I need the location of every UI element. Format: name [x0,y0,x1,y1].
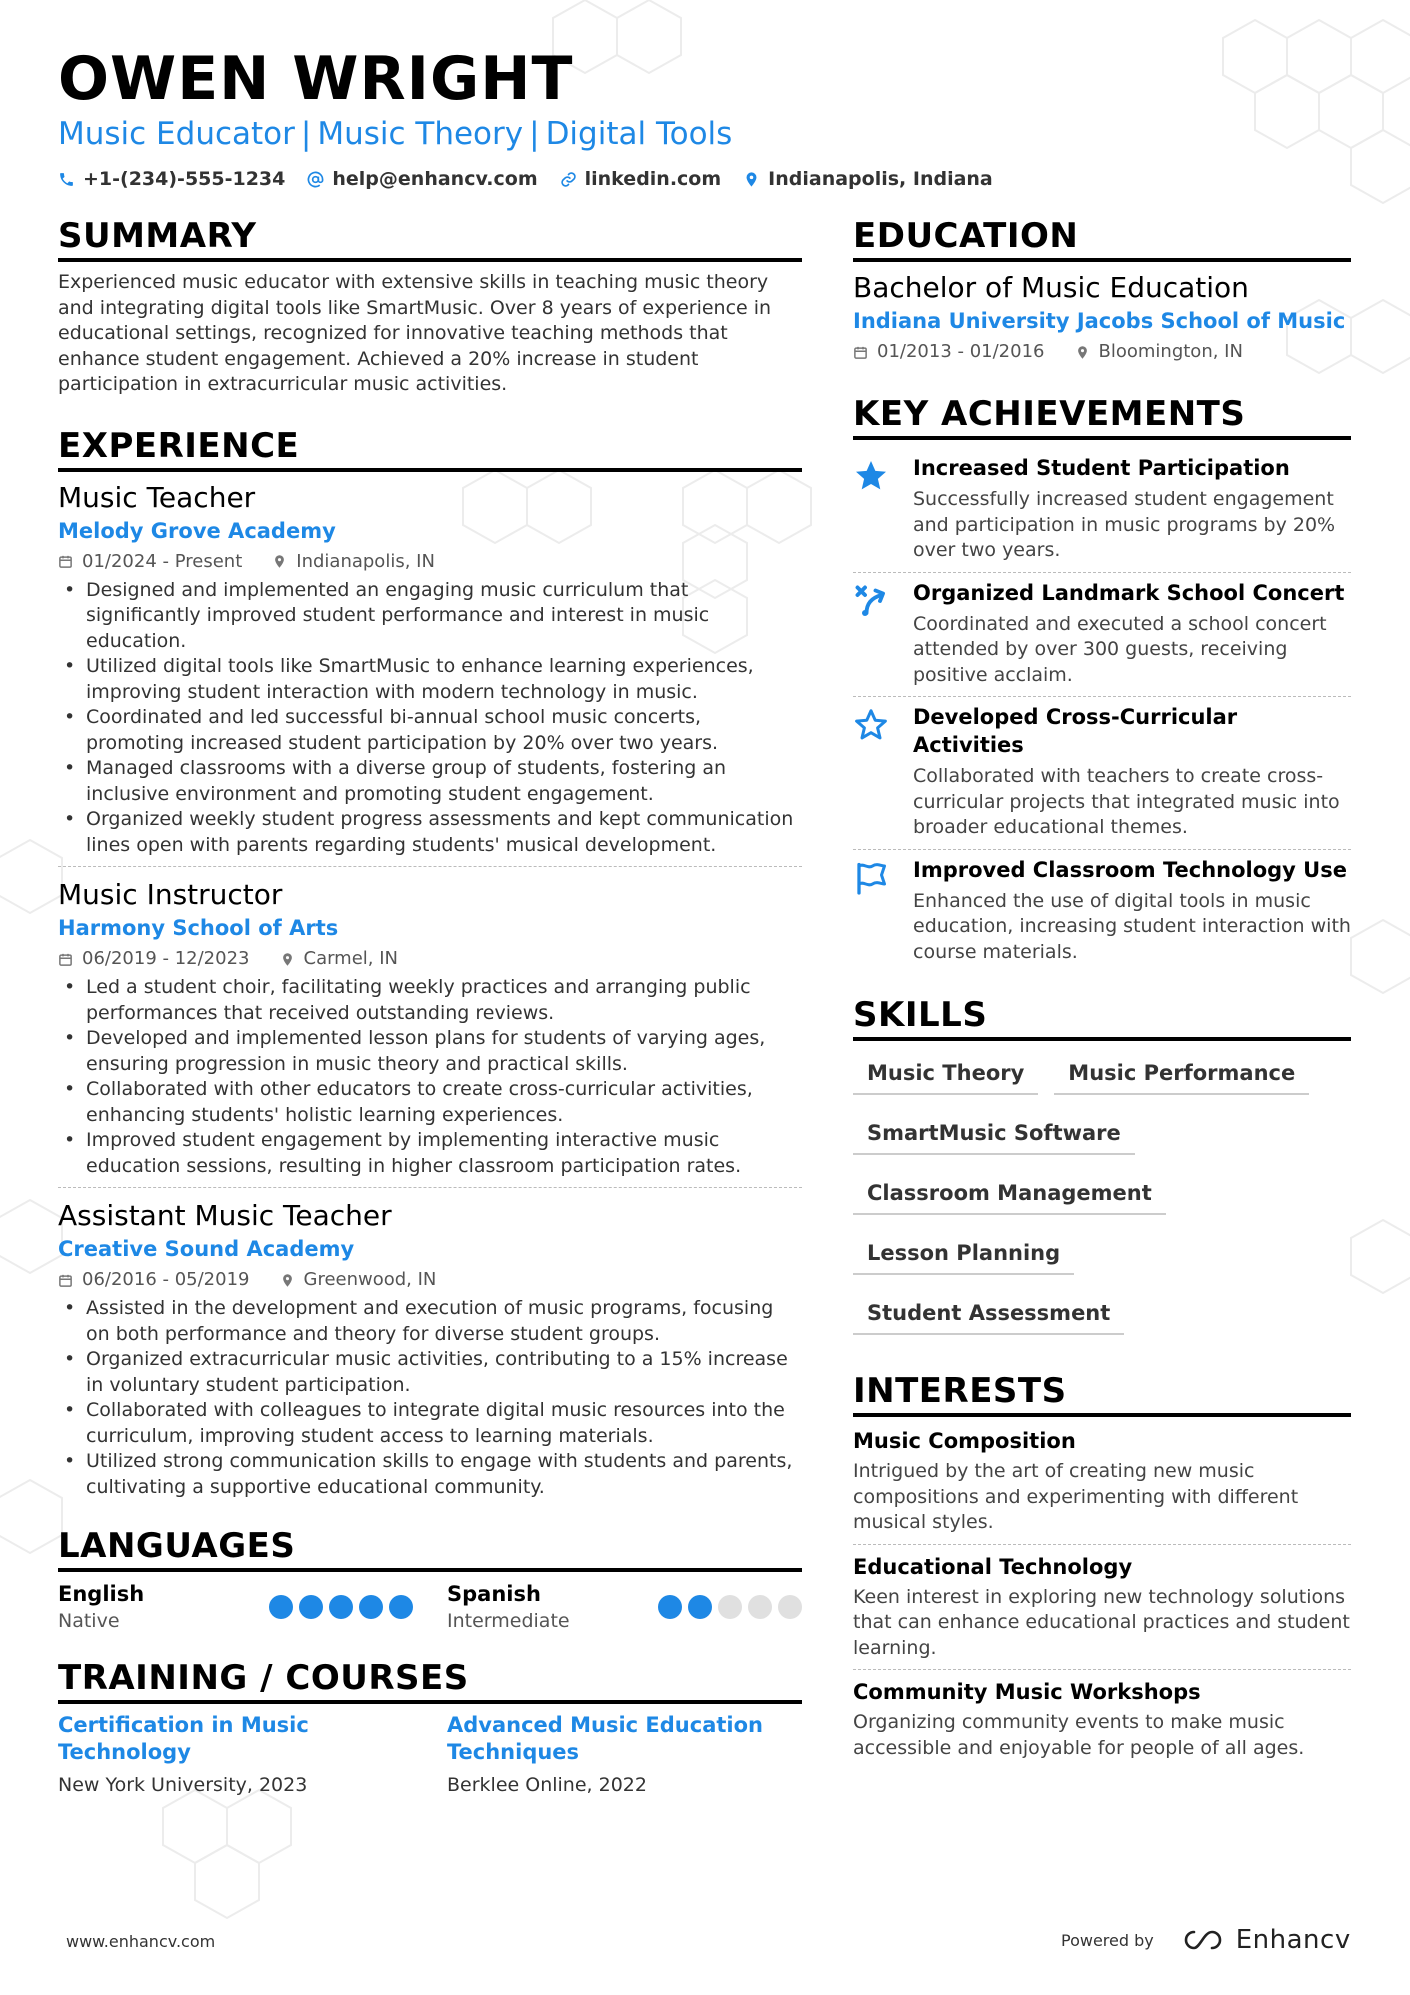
course-title: Advanced Music Education Techniques [447,1713,763,1764]
job-location-text: Carmel, IN [303,948,399,969]
at-sign-icon [307,171,324,188]
map-pin-icon [743,171,760,188]
job-location-text: Greenwood, IN [303,1269,437,1290]
phone-icon [58,171,75,188]
section-title: KEY ACHIEVEMENTS [853,392,1351,440]
course-title: Certification in Music Technology [58,1713,309,1764]
achievement-desc: Successfully increased student engagement and participation in music programs by 20% over two years. [913,488,1336,561]
interest-item [853,1425,1351,1545]
tagline-item: Digital Tools [545,116,733,152]
job-location-text: Indianapolis, IN [296,550,435,572]
education-meta [853,338,1351,366]
achievement-icon-wrap [853,579,913,689]
achievement-icon-wrap [853,703,913,841]
job-bullet: • Collaborated with colleagues to integrate digital music resources into the curriculum, improving student access to learning materials. [58,1398,802,1449]
job-location [280,1266,437,1294]
job-entry [58,480,802,865]
job-bullet: • Designed and implemented an engaging music curriculum that significantly improved student performance and interest in music education. [58,578,802,655]
interests-section [853,1369,1351,1769]
languages-section [58,1524,802,1634]
skill-tag: Music Performance [1054,1049,1309,1095]
skills-section [853,993,1351,1349]
education-degree: Bachelor of Music Education [853,271,1249,304]
language-item [58,1580,413,1634]
summary-text: Experienced music educator with extensive skills in teaching music theory and integrating digital tools like SmartMusic. Over 8 years of experience in educational settings, recognized for innovative teaching methods that enhance student engagement. Achieved a 20% increase in student participation in extracurricular music activities. [58,271,772,395]
job-entry [58,877,802,1185]
skill-list [853,1049,1351,1349]
rating-dot-filled [299,1595,323,1619]
tagline-item: Music Theory [317,116,524,152]
skill-tag: Classroom Management [853,1169,1166,1215]
section-title: LANGUAGES [58,1524,802,1572]
job-bullet: • Developed and implemented lesson plans for students of varying ages, ensuring progression in music theory and practical skills. [58,1026,802,1077]
job-dates-text: 06/2016 - 05/2019 [82,1269,250,1290]
tagline [58,114,732,154]
job-dates-text: 01/2024 - Present [82,550,243,572]
experience-section [58,424,802,1507]
course-item [58,1712,413,1798]
language-name: English [58,1582,145,1606]
contact-location [743,168,993,190]
achievement-desc: Enhanced the use of digital tools in music education, increasing student interaction with course materials. [913,889,1351,963]
job-location [280,945,399,973]
achievement-icon-wrap [853,856,913,966]
right-column [853,214,1351,1775]
language-rating [263,1595,413,1619]
rating-dot-empty [718,1595,742,1619]
achievements-section [853,392,1351,973]
education-school: Indiana University Jacobs School of Music [853,309,1346,333]
contact-bar [58,168,1015,190]
language-rating [652,1595,802,1619]
divider [58,866,802,867]
interest-desc: Organizing community events to make music accessible and enjoyable for people of all ages. [853,1711,1305,1759]
job-dates [58,548,242,576]
job-bullet: • Utilized digital tools like SmartMusic to enhance learning experiences, improving student interaction with modern technology in music. [58,654,802,705]
achievement-item [853,850,1351,974]
job-title: Assistant Music Teacher [58,1199,392,1232]
skill-tag: Lesson Planning [853,1229,1074,1275]
phone-text: +1-(234)-555-1234 [83,168,286,190]
section-title: INTERESTS [853,1369,1351,1417]
job-bullets [58,975,802,1179]
contact-phone[interactable] [58,168,285,190]
candidate-name: OWEN WRIGHT [58,44,574,114]
map-pin-icon [280,952,295,967]
course-list [58,1712,802,1798]
job-bullet: • Organized extracurricular music activities, contributing to a 15% increase in voluntary student participation. [58,1347,802,1398]
job-dates [58,1266,250,1294]
contact-linkedin[interactable] [560,168,722,190]
footer-url[interactable]: www.enhancv.com [66,1932,216,1951]
job-bullet: • Managed classrooms with a diverse group of students, fostering an inclusive environment and promoting student engagement. [58,756,802,807]
rating-dot-filled [329,1595,353,1619]
job-meta [58,1266,802,1294]
skill-tag: Music Theory [853,1049,1038,1095]
rating-dot-filled [688,1595,712,1619]
education-location-text: Bloomington, IN [1098,341,1243,362]
section-title: SKILLS [853,993,1351,1041]
interest-title: Music Composition [853,1429,1076,1453]
rating-dot-filled [389,1595,413,1619]
job-bullet: • Utilized strong communication skills to engage with students and parents, cultivating a supportive educational community. [58,1449,802,1500]
location-text: Indianapolis, Indiana [768,168,993,190]
enhancv-logo-icon [1180,1926,1228,1954]
calendar-icon [853,345,868,360]
powered-by-text: Powered by [1061,1930,1154,1950]
star-filled-icon [853,458,889,494]
achievement-desc: Collaborated with teachers to create cross-curricular projects that integrated music into broader educational themes. [913,765,1340,838]
achievement-item [853,697,1351,850]
job-bullet: • Assisted in the development and execution of music programs, focusing on both performance and theory for diverse student groups. [58,1296,802,1347]
achievement-item [853,573,1351,698]
interest-desc: Intrigued by the art of creating new music compositions and experimenting with different musical styles. [853,1460,1299,1533]
interest-item [853,1551,1351,1671]
language-name: Spanish [447,1582,541,1606]
education-section [853,214,1351,366]
job-company: Creative Sound Academy [58,1237,355,1261]
language-item [447,1580,802,1634]
map-pin-icon [272,554,287,569]
footer-brand [1061,1925,1351,1955]
job-location [272,548,435,576]
job-title: Music Instructor [58,878,283,911]
job-entry [58,1198,802,1506]
education-location [1075,338,1243,366]
rating-dot-empty [748,1595,772,1619]
education-dates-text: 01/2013 - 01/2016 [877,341,1045,362]
job-meta [58,548,802,576]
course-item [447,1712,802,1798]
language-list [58,1580,802,1634]
enhancv-logo[interactable] [1180,1925,1351,1955]
tagline-separator: | [300,116,312,152]
link-icon [560,171,577,188]
job-bullets [58,1296,802,1500]
job-bullet: • Coordinated and led successful bi-annual school music concerts, promoting increased student participation by 20% over two years. [58,705,802,756]
contact-email[interactable] [307,168,537,190]
language-level: Intermediate [447,1610,570,1632]
job-dates-text: 06/2019 - 12/2023 [82,948,250,969]
job-company: Harmony School of Arts [58,916,339,940]
skill-tag: SmartMusic Software [853,1109,1135,1155]
job-meta [58,945,802,973]
tagline-separator: | [529,116,540,152]
job-bullet: • Led a student choir, facilitating weekly practices and arranging public performances that received outstanding reviews. [58,975,802,1026]
language-level: Native [58,1610,120,1632]
achievement-item [853,448,1351,573]
section-title: EXPERIENCE [58,424,802,472]
interest-title: Educational Technology [853,1554,1133,1579]
interest-item [853,1676,1351,1769]
job-company: Melody Grove Academy [58,518,336,543]
section-title: SUMMARY [58,214,802,262]
linkedin-text: linkedin.com [584,168,722,190]
map-pin-icon [1075,345,1090,360]
course-provider: Berklee Online, 2022 [447,1774,647,1796]
education-dates [853,338,1045,366]
interest-desc: Keen interest in exploring new technology solutions that can enhance educational practices and student learning. [853,1585,1350,1659]
left-column [58,214,802,1798]
calendar-icon [58,952,73,967]
email-text: help@enhancv.com [332,168,538,190]
training-section [58,1656,802,1798]
achievement-desc: Coordinated and executed a school concert attended by over 300 guests, receiving positive acclaim. [913,612,1327,686]
divider [58,1187,802,1188]
achievement-title: Improved Classroom Technology Use [913,857,1347,882]
course-provider: New York University, 2023 [58,1774,308,1796]
calendar-icon [58,554,73,569]
rating-dot-filled [658,1595,682,1619]
achievement-title: Developed Cross-Curricular Activities [913,705,1238,757]
job-bullet: • Collaborated with other educators to create cross-curricular activities, enhancing students' holistic learning experiences. [58,1077,802,1128]
rating-dot-empty [778,1595,802,1619]
section-title: EDUCATION [853,214,1351,262]
rating-dot-filled [359,1595,383,1619]
interest-title: Community Music Workshops [853,1680,1201,1704]
job-bullets [58,578,802,859]
calendar-icon [58,1273,73,1288]
tagline-item: Music Educator [58,116,295,152]
rating-dot-filled [269,1595,293,1619]
job-bullet: • Organized weekly student progress assessments and kept communication lines open with parents regarding students' musical development. [58,807,802,858]
section-title: TRAINING / COURSES [58,1656,802,1704]
map-pin-icon [280,1273,295,1288]
job-bullet: • Improved student engagement by implementing interactive music education sessions, resulting in higher classroom participation rates. [58,1128,802,1179]
achievement-title: Increased Student Participation [913,456,1290,480]
star-outline-icon [853,707,889,743]
job-title: Music Teacher [58,480,256,514]
enhancv-logo-text: Enhancv [1235,1925,1351,1955]
flag-icon [853,860,889,896]
achievement-icon-wrap [853,454,913,564]
job-dates [58,945,250,973]
skill-tag: Student Assessment [853,1289,1124,1335]
strategy-icon [853,583,889,619]
summary-section [58,214,802,398]
achievement-title: Organized Landmark School Concert [913,580,1345,605]
